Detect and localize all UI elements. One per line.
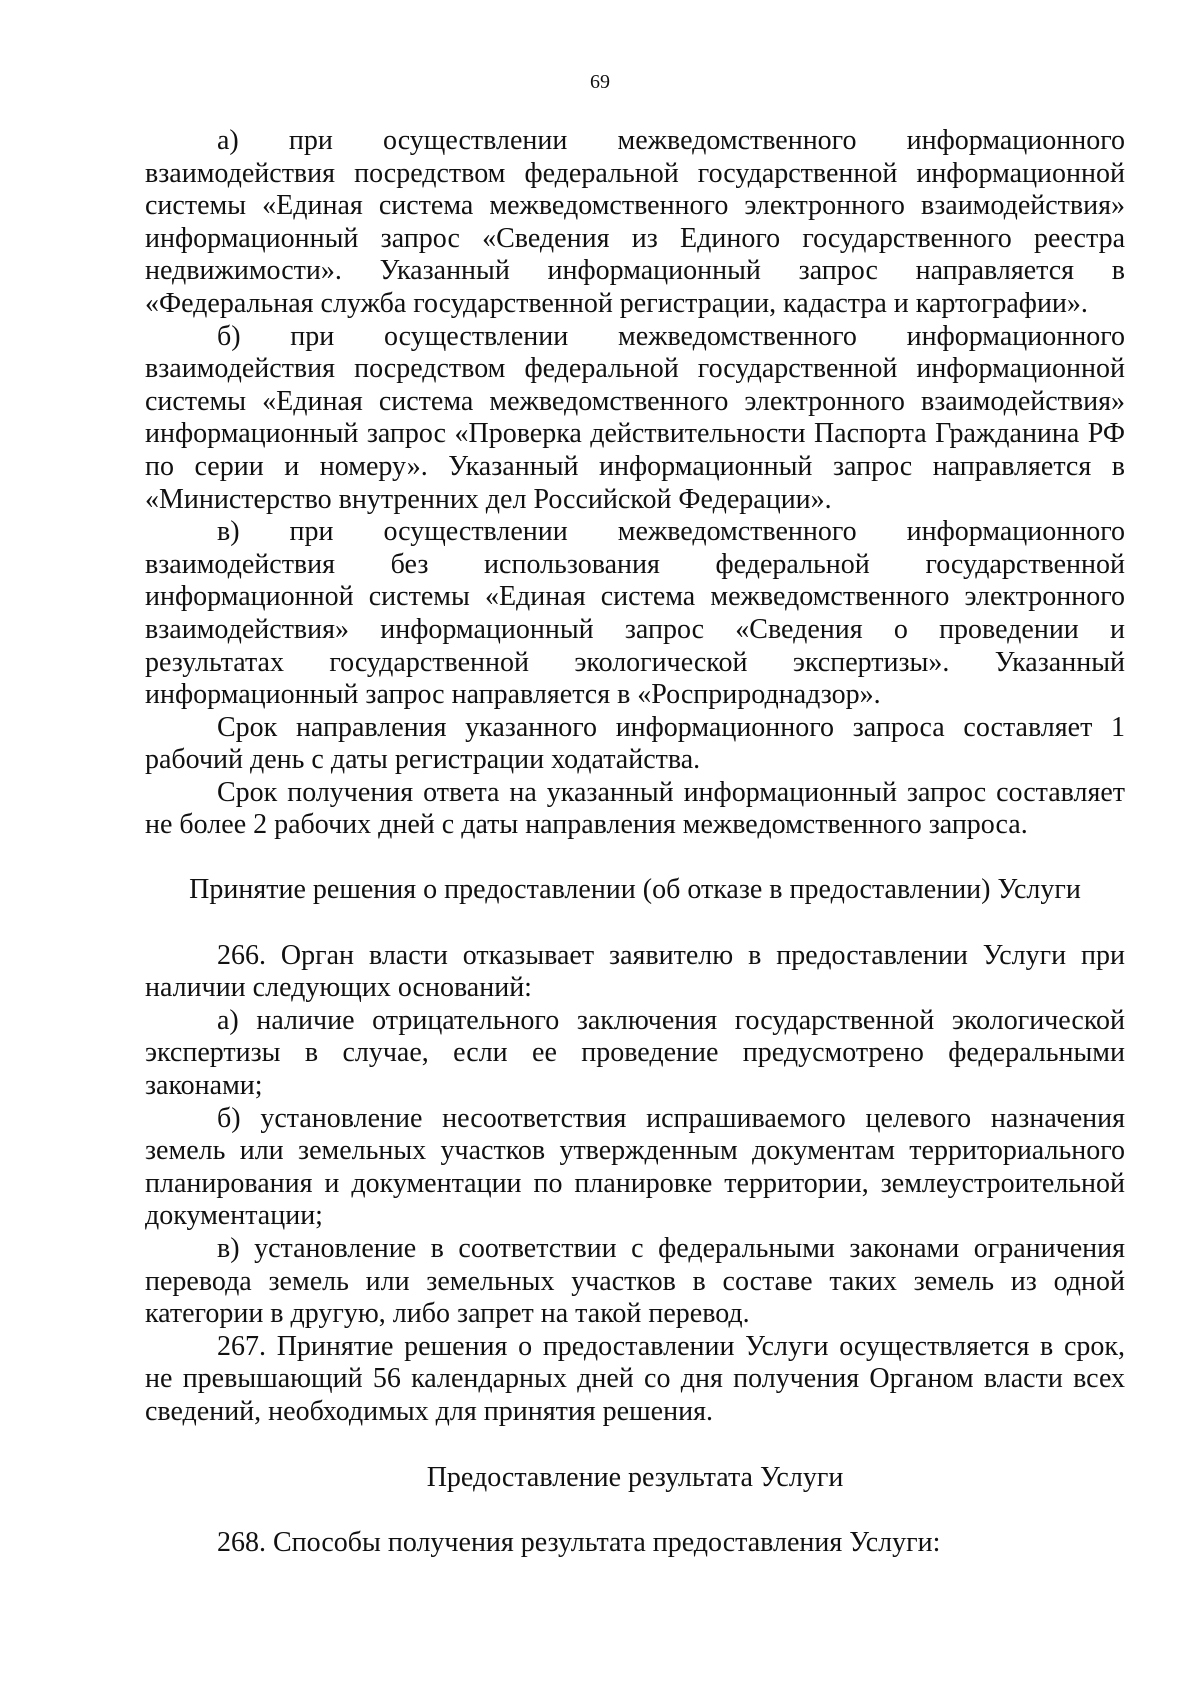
- paragraph-request-c: в) при осуществлении межведомственного информационного взаимодействия без использования федеральной государственной информационной системы «Единая система межведомственного электронного взаимодействия» информационный запрос «Сведения о проведении и результатах государственной экологической экспертизы». Указанный информационный запрос направляется в «Росприроднадзор».: [145, 516, 1125, 711]
- paragraph-response-deadline: Срок получения ответа на указанный информационный запрос составляет не более 2 рабочих дней с даты направления межведомственного запроса.: [145, 776, 1125, 841]
- paragraph-request-b: б) при осуществлении межведомственного информационного взаимодействия посредством федеральной государственной информационной системы «Единая система межведомственного электронного взаимодействия» информационный запрос «Проверка действительности Паспорта Гражданина РФ по серии и номеру». Указанный информационный запрос направляется в «Министерство внутренних дел Российской Федерации».: [145, 320, 1125, 515]
- paragraph-request-send-deadline: Срок направления указанного информационного запроса составляет 1 рабочий день с даты регистрации ходатайства.: [145, 711, 1125, 776]
- paragraph-266-b: б) установление несоответствия испрашиваемого целевого назначения земель или земельных участков утвержденным документам территориального планирования и документации по планировке территории, землеустроительной документации;: [145, 1102, 1125, 1232]
- page-number: 69: [590, 71, 610, 93]
- paragraph-268: 268. Способы получения результата предоставления Услуги:: [217, 1527, 941, 1559]
- paragraph-266: 266. Орган власти отказывает заявителю в предоставлении Услуги при наличии следующих оснований:: [145, 939, 1125, 1004]
- document-body: [145, 125, 1125, 1560]
- paragraph-request-a: а) при осуществлении межведомственного информационного взаимодействия посредством федеральной государственной информационной системы «Единая система межведомственного электронного взаимодействия» информационный запрос «Сведения из Единого государственного реестра недвижимости». Указанный информационный запрос направляется в «Федеральная служба государственной регистрации, кадастра и картографии».: [145, 125, 1125, 319]
- section-heading-decision: Принятие решения о предоставлении (об отказе в предоставлении) Услуги: [189, 874, 1081, 906]
- paragraph-266-a: а) наличие отрицательного заключения государственной экологической экспертизы в случае, если ее проведение предусмотрено федеральными законами;: [145, 1004, 1125, 1102]
- paragraph-266-c: в) установление в соответствии с федеральными законами ограничения перевода земель или земельных участков в составе таких земель из одной категории в другую, либо запрет на такой перевод.: [145, 1233, 1125, 1330]
- section-heading-result: Предоставление результата Услуги: [426, 1461, 844, 1493]
- paragraph-267: 267. Принятие решения о предоставлении Услуги осуществляется в срок, не превышающий 56 календарных дней со дня получения Органом власти всех сведений, необходимых для принятия решения.: [145, 1330, 1125, 1427]
